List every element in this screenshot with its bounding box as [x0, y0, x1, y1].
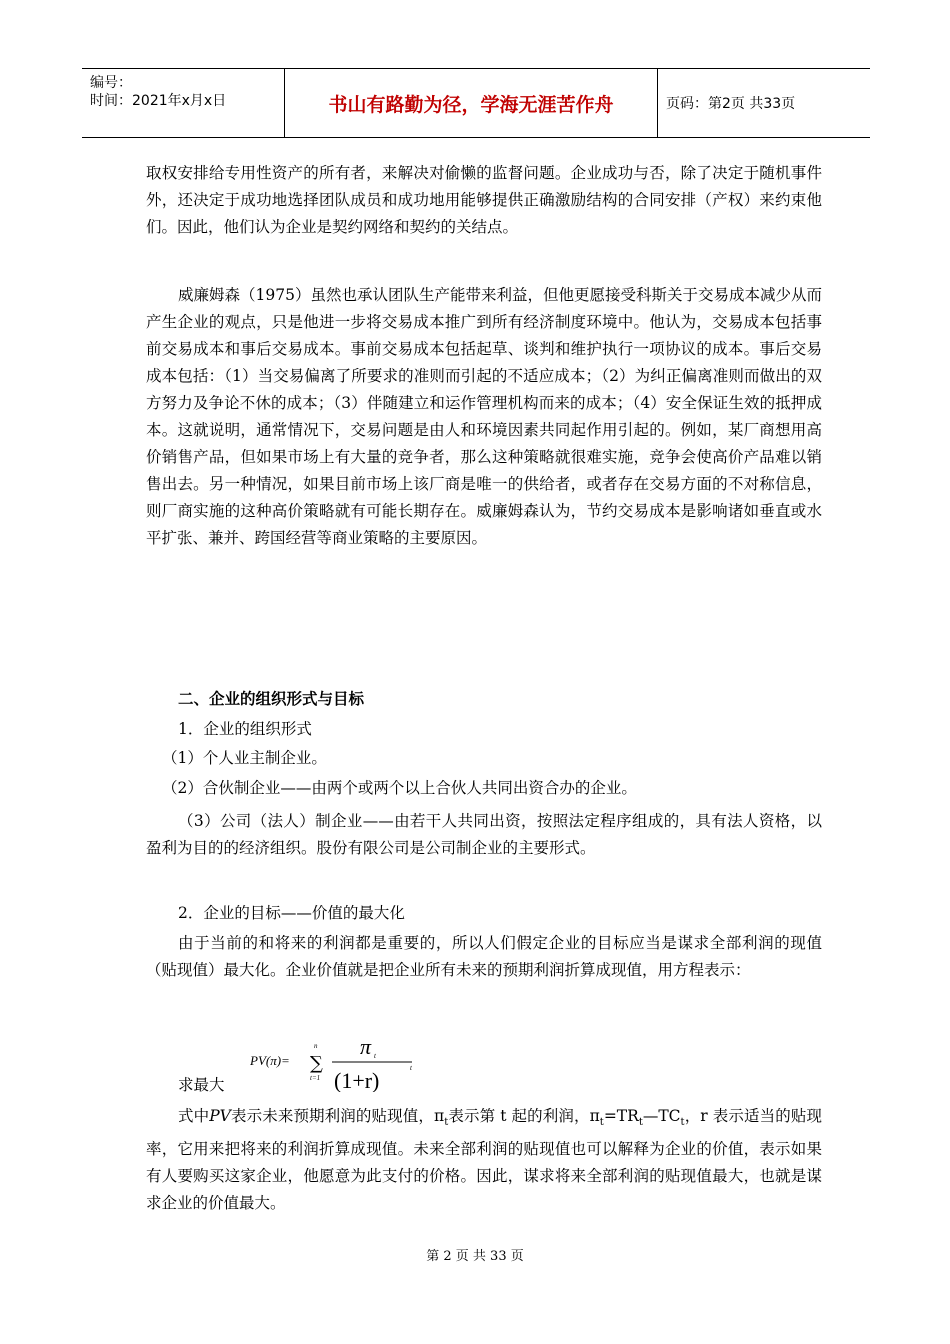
- p4-c: 表示第 t 起的利润，π: [448, 1107, 600, 1125]
- p4-sub-4: t: [680, 1117, 685, 1129]
- subheading-2: 2．企业的目标——价值的最大化: [178, 904, 405, 922]
- paragraph-4: [146, 1103, 822, 1217]
- page-header: [82, 68, 870, 138]
- formula-numerator: π: [360, 1034, 372, 1059]
- number-label: 编号：: [90, 75, 132, 91]
- formula-denominator: (1+r): [334, 1068, 380, 1092]
- p4-a: 式中: [178, 1107, 210, 1125]
- formula-sum-sign: ∑: [310, 1053, 323, 1074]
- p4-sub-1: t: [444, 1117, 449, 1129]
- p4-d: =TR: [603, 1107, 639, 1125]
- formula-numerator-sub: t: [374, 1052, 376, 1060]
- header-meta: [82, 69, 284, 137]
- formula-lhs: PV(π)=: [250, 1053, 290, 1068]
- p4-sub-2: t: [599, 1117, 604, 1129]
- p4-rest: ，r 表示适当的贴现率，它用来把将来的利润折算成现值。未来全部利润的贴现值也可以解释为企业的价值，表示如果有人要购买这家企业，他愿意为此支付的价格。因此，谋求将来全部利润的贴现值最大，也就是谋求企业的价值最大。: [146, 1107, 822, 1213]
- time-label: 时间：2021年x月x日: [90, 93, 227, 109]
- p4-b: 表示未来预期利润的贴现值，π: [230, 1107, 445, 1125]
- subheading-1: 1．企业的组织形式: [178, 720, 312, 738]
- list-item-3: （3）公司（法人）制企业——由若干人共同出资，按照法定程序组成的，具有法人资格，以盈利为目的的经济组织。股份有限公司是公司制企业的主要形式。: [146, 812, 822, 857]
- paragraph-1: 取权安排给专用性资产的所有者，来解决对偷懒的监督问题。企业成功与否，除了决定于随机事件外，还决定于成功地选择团队成员和成功地用能够提供正确激励结构的合同安排（产权）来约束他们。因此，他们认为企业是契约网络和契约的关结点。: [146, 164, 822, 236]
- formula-sum-bottom: t=1: [310, 1074, 321, 1082]
- p4-e: —TC: [642, 1107, 681, 1125]
- page-footer: 第 2 页 共 33 页: [426, 1249, 524, 1264]
- header-divider: [657, 69, 658, 137]
- list-item-1: （1）个人业主制企业。: [162, 749, 327, 767]
- paragraph-2: 威廉姆森（1975）虽然也承认团队生产能带来利益，但他更愿接受科斯关于交易成本减少从而产生企业的观点，只是他进一步将交易成本推广到所有经济制度环境中。他认为，交易成本包括事前交易成本和事后交易成本。事前交易成本包括起草、谈判和维护执行一项协议的成本。事后交易成本包括：（1）当交易偏离了所要求的准则而引起的不适应成本；（2）为纠正偏离准则而做出的双方努力及争论不休的成本；（3）伴随建立和运作管理机构而来的成本；（4）安全保证生效的抵押成本。这就说明，通常情况下，交易问题是由人和环境因素共同起作用引起的。例如，某厂商想用高价销售产品，但如果市场上有大量的竞争者，那么这种策略就很难实施，竞争会使高价产品难以销售出去。另一种情况，如果目前市场上该厂商是唯一的供给者，或者存在交易方面的不对称信息，则厂商实施的这种高价策略就有可能长期存在。威廉姆森认为，节约交易成本是影响诸如垂直或水平扩张、兼并、跨国经营等商业策略的主要原因。: [146, 286, 822, 547]
- list-item-2: （2）合伙制企业——由两个或两个以上合伙人共同出资合办的企业。: [162, 779, 637, 797]
- p4-sub-3: t: [638, 1117, 643, 1129]
- paragraph-3: 由于当前的和将来的利润都是重要的，所以人们假定企业的目标应当是谋求全部利润的现值（贴现值）最大化。企业价值就是把企业所有未来的预期利润折算成现值，用方程表示：: [146, 934, 822, 979]
- section-heading: 二、企业的组织形式与目标: [178, 690, 365, 708]
- header-motto: 书山有路勤为径，学海无涯苦作舟: [328, 93, 614, 116]
- formula-sum-top: n: [314, 1042, 318, 1050]
- header-page-info: 页码：第2页 共33页: [666, 96, 796, 112]
- p4-pv: PV: [209, 1107, 231, 1125]
- formula-denominator-sup: t: [410, 1064, 412, 1072]
- after-formula: 求最大: [178, 1076, 225, 1094]
